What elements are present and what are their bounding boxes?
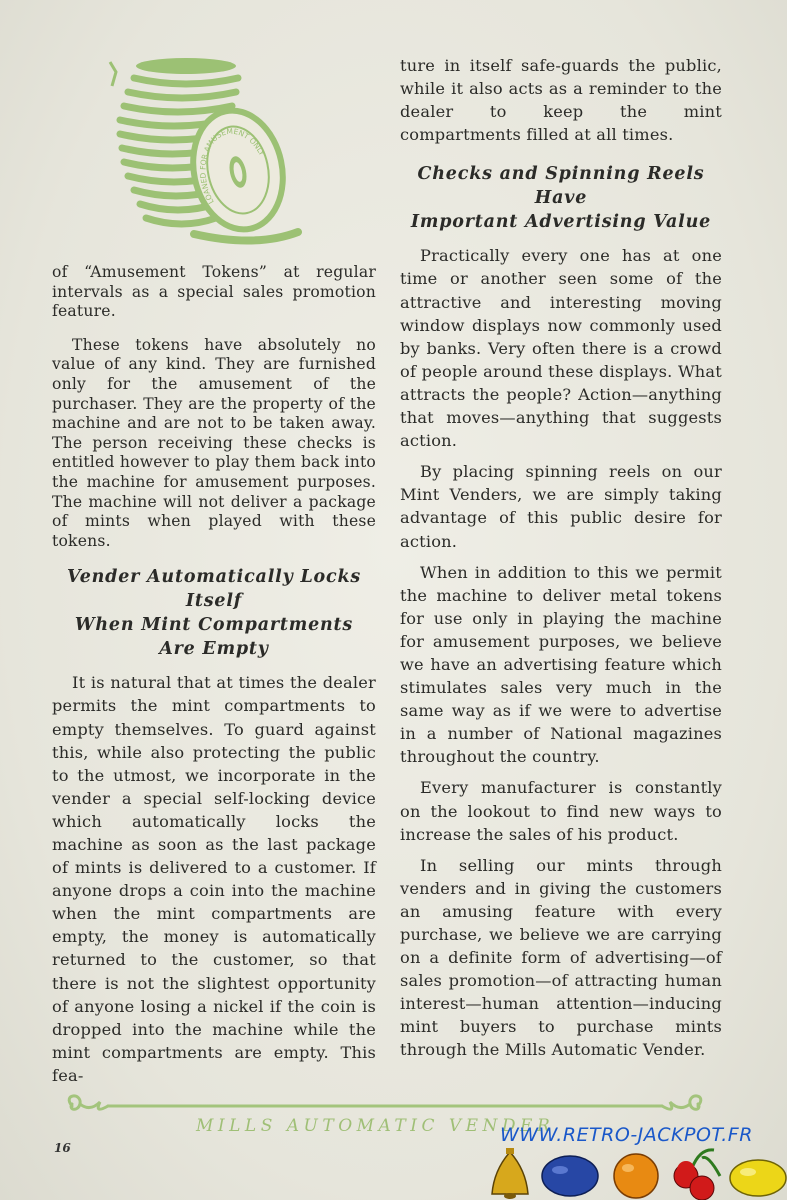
vender-heading-line-2: When Mint Compartments [74, 615, 354, 636]
right-column [400, 54, 722, 1070]
paragraph-1: Practically every one has at one time or another seen some of the attractive and interesting moving window displays now commonly used by banks. Very often there is a crowd of people around these displays. What attracts the people? Action—anything that moves—anything that suggests action. [400, 246, 722, 451]
checks-reels-heading [400, 162, 722, 234]
checks-heading-line-1: Checks and Spinning Reels Have [417, 164, 705, 209]
checks-heading-line-2: Important Advertising Value [410, 212, 712, 233]
token-inscription: LOANED FOR AMUSEMENT ONLY [198, 126, 267, 206]
bell-icon [492, 1148, 528, 1199]
lemon-icon [730, 1160, 786, 1196]
vender-heading-line-1: Vender Automatically Locks Itself [66, 567, 362, 612]
intro-paragraph: of “Amusement Tokens” at regular intervals as a special sales promotion feature. [52, 263, 376, 321]
page-number: 16 [54, 1141, 71, 1155]
vender-locks-heading [52, 565, 376, 661]
vender-heading-line-3: Are Empty [159, 639, 269, 660]
paragraph-4: Every manufacturer is constantly on the lookout to find new ways to increase the sales of his product. [400, 778, 722, 844]
plum-icon [542, 1156, 598, 1196]
orange-icon [614, 1154, 658, 1198]
slot-fruits-logo [486, 1146, 787, 1200]
paragraph-2: By placing spinning reels on our Mint Venders, we are simply taking advantage of this public desire for action. [400, 462, 722, 551]
cherries-icon [674, 1150, 720, 1200]
paragraph-5: In selling our mints through venders and in giving the customers an amusing feature with every purchase, we believe we are carrying on a definite form of advertising—of sales promotion—of attracting human interest—human attention—inducing mint buyers to purchase mints through the Mills Automatic Vender. [400, 855, 722, 1060]
vender-paragraph: It is natural that at times the dealer permits the mint compartments to empty themselves. To guard against this, while also protecting the public to the utmost, we incorporate in the vender a special self-locking device which automatically locks the machine as soon as the last package of mints is delivered to a customer. If anyone drops a coin into the machine when the mint compartments are empty, the money is automatically returned to the customer, so that there is not the slightest opportunity of anyone losing a nickel if the coin is dropped into the machine while the mint compartments are empty. This fea- [52, 673, 376, 1085]
left-column [52, 263, 376, 1101]
footer-title: MILLS AUTOMATIC VENDER [196, 1116, 555, 1136]
watermark-url: WWW.RETRO-JACKPOT.FR [500, 1124, 753, 1146]
paragraph-3: When in addition to this we permit the machine to deliver metal tokens for use only in playing the machine for amusement purposes, we believe we have an advertising feature which stimulates sales very much in the same way as if we were to advertise in a number of National magazines throughout the country. [400, 562, 722, 767]
tokens-stack-illustration [106, 52, 316, 252]
tokens-paragraph: These tokens have absolutely no value of any kind. They are furnished only for the amusement of the purchaser. They are the property of the machine and are not to be taken away. The person receiving these checks is entitled however to play them back into the machine for amusement purposes. The machine will not deliver a package of mints when played with these tokens. [52, 335, 376, 550]
continuation-paragraph: ture in itself safe-guards the public, while it also acts as a reminder to the dealer to keep the mint compartments filled at all times. [400, 56, 722, 145]
